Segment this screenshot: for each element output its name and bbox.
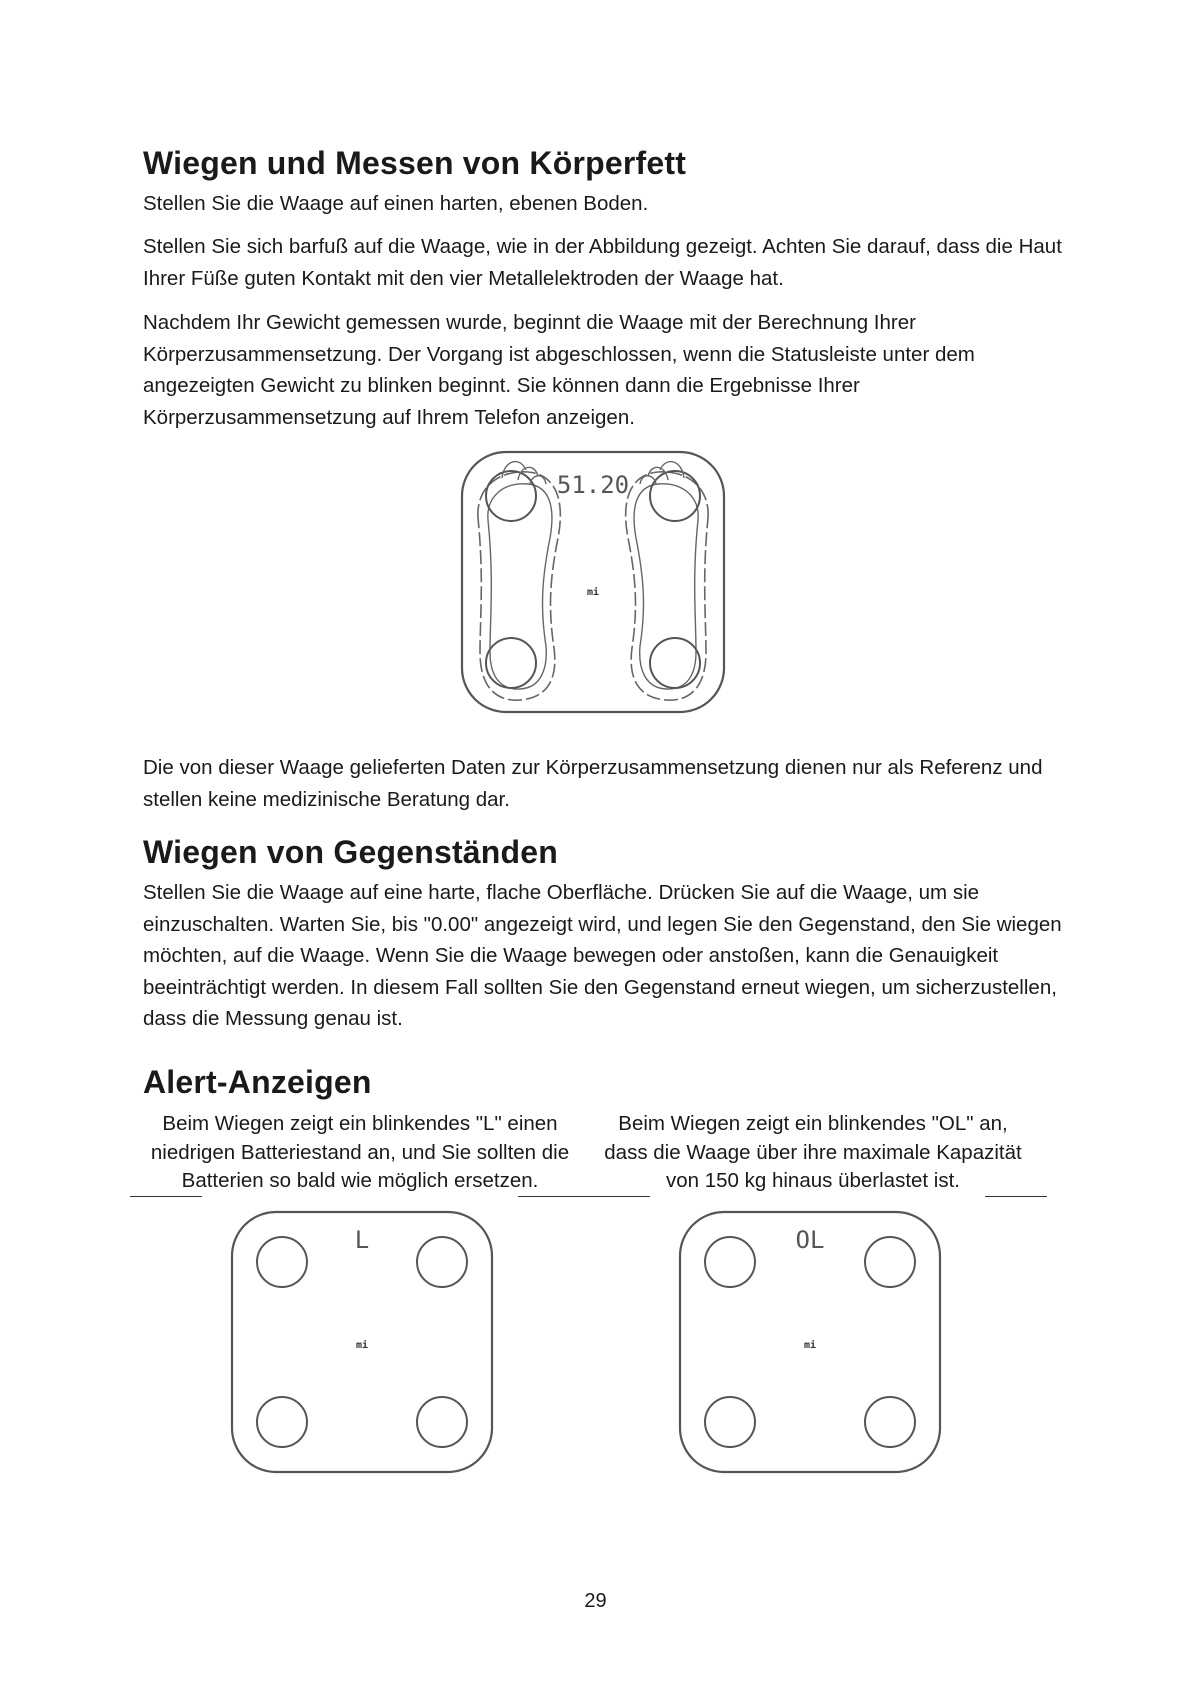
alert-overload-text: Beim Wiegen zeigt ein blinkendes "OL" an, dass die Waage über ihre maximale Kapazität von 150 kg hinaus überlastet ist.	[604, 1112, 1022, 1192]
underline-rule	[518, 1196, 650, 1197]
display-l: L	[354, 1226, 370, 1254]
paragraph-2: Stellen Sie sich barfuß auf die Waage, wie in der Abbildung gezeigt. Achten Sie darauf, dass die Haut Ihrer Füße guten Kontakt mit den vier Metallelektroden der Waage hat.	[143, 235, 1062, 290]
paragraph-1: Stellen Sie die Waage auf einen harten, ebenen Boden.	[143, 192, 649, 215]
underline-rule	[130, 1196, 202, 1197]
weight-display: 51.20	[556, 471, 630, 499]
paragraph-3: Nachdem Ihr Gewicht gemessen wurde, beginnt die Waage mit der Berechnung Ihrer Körperzusammensetzung. Der Vorgang ist abgeschlossen, wenn die Statusleiste unter dem angezeigten Gewicht zu blinken beginnt. Sie können dann die Ergebnisse Ihrer Körperzusammensetzung auf Ihrem Telefon anzeigen.	[143, 311, 975, 429]
mi-logo: mi	[586, 587, 600, 598]
underline-rule	[985, 1196, 1047, 1197]
objects-paragraph: Stellen Sie die Waage auf eine harte, flache Oberfläche. Drücken Sie auf die Waage, um sie einzuschalten. Warten Sie, bis "0.00" angezeigt wird, und legen Sie den Gegenstand, den Sie wiegen möchten, auf die Waage. Wenn Sie die Waage bewegen oder anstoßen, kann die Genauigkeit beeinträchtigt werden. In diesem Fall sollten Sie den Gegenstand erneut wiegen, um sicherzustellen, dass die Messung genau ist.	[143, 881, 1062, 1030]
scale-with-feet-figure	[458, 448, 728, 716]
low-battery-scale-figure	[228, 1208, 496, 1476]
heading-body-fat: Wiegen und Messen von Körperfett	[143, 145, 687, 181]
disclaimer-note: Die von dieser Waage gelieferten Daten zur Körperzusammensetzung dienen nur als Referenz und stellen keine medizinische Beratung dar.	[143, 756, 1043, 811]
alert-low-battery-text: Beim Wiegen zeigt ein blinkendes "L" einen niedrigen Batteriestand an, und Sie sollten die Batterien so bald wie möglich ersetzen.	[150, 1112, 570, 1192]
heading-alerts: Alert-Anzeigen	[143, 1064, 372, 1100]
page-number: 29	[584, 1590, 607, 1612]
mi-logo: mi	[803, 1340, 817, 1351]
mi-logo: mi	[355, 1340, 369, 1351]
overload-scale-figure	[676, 1208, 944, 1476]
display-ol: OL	[795, 1226, 825, 1254]
heading-weighing-objects: Wiegen von Gegenständen	[143, 834, 559, 870]
